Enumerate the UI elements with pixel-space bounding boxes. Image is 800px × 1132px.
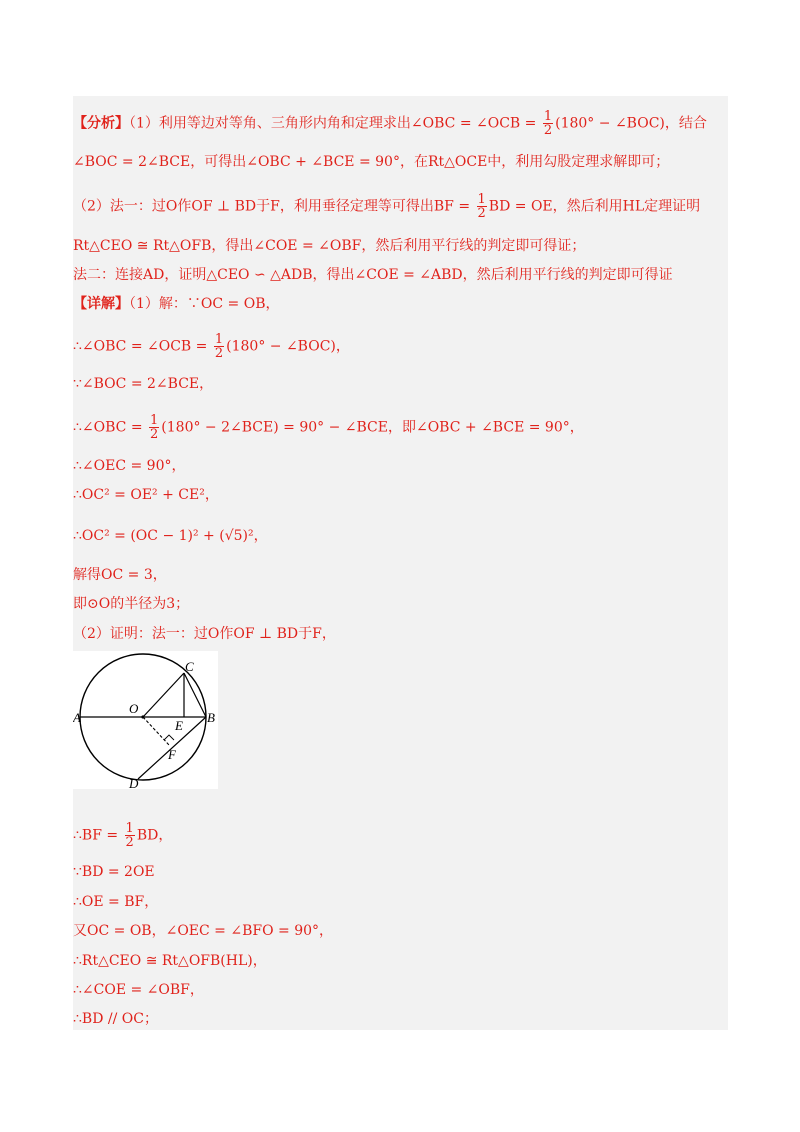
- analysis-line-3: （2）法一：过O作OF ⊥ BD于F，利用垂径定理等可得出BF = $\frac{1}{2}$ BD = OE，然后利用HL定理证明: [73, 192, 701, 221]
- label-o: O: [129, 701, 139, 716]
- fraction-half: $\frac{1}{2}$: [150, 413, 159, 442]
- detail-line-1: 【详解】（1）解：∵OC = OB，: [73, 296, 280, 312]
- label-d: D: [129, 776, 139, 789]
- analysis-text-1-tail: (180° − ∠BOC)，结合: [555, 115, 707, 132]
- detail-line-2: ∴∠OBC = ∠OCB = $\frac{1}{2}$ (180° − ∠BOC)，: [73, 332, 350, 361]
- detail-line-17: ∴BD // OC；: [73, 1011, 158, 1027]
- segment-oc: [143, 673, 184, 717]
- label-e: E: [175, 718, 183, 733]
- analysis-line-4: Rt△CEO ≅ Rt△OFB，得出∠COE = ∠OBF，然后利用平行线的判定即可得证；: [73, 238, 586, 254]
- detail-line-11: ∴BF = $\frac{1}{2}$ BD，: [73, 821, 173, 850]
- fraction-half: $\frac{1}{2}$: [214, 332, 224, 361]
- label-f: F: [168, 747, 176, 762]
- analysis-text-1: （1）利用等边对等角、三角形内角和定理求出∠OBC = ∠OCB =: [129, 115, 541, 132]
- label-c: C: [185, 659, 194, 674]
- geometry-figure: [73, 651, 218, 789]
- label-a: A: [73, 710, 81, 725]
- detail-line-16: ∴∠COE = ∠OBF，: [73, 982, 204, 998]
- right-angle-mark: [164, 735, 174, 740]
- detail-line-7: ∴OC² = (OC − 1)² + (√5)²，: [73, 528, 268, 544]
- label-b: B: [207, 710, 215, 725]
- detail-line-9: 即⊙O的半径为3；: [73, 596, 190, 612]
- detail-line-14: 又OC = OB，∠OEC = ∠BFO = 90°，: [73, 923, 334, 939]
- fraction-half: $\frac{1}{2}$: [477, 192, 486, 221]
- detail-line-13: ∴OE = BF，: [73, 894, 159, 910]
- detail-line-4: ∴∠OBC = $\frac{1}{2}$ (180° − 2∠BCE) = 90° − ∠BCE，即∠OBC + ∠BCE = 90°，: [73, 413, 584, 442]
- circle-diagram: [73, 651, 218, 789]
- detail-line-12: ∵BD = 2OE: [73, 864, 155, 880]
- detail-line-8: 解得OC = 3，: [73, 567, 167, 583]
- fraction-half: $\frac{1}{2}$: [125, 821, 134, 850]
- detail-line-10: （2）证明：法一：过O作OF ⊥ BD于F，: [73, 626, 336, 642]
- detail-line-6: ∴OC² = OE² + CE²，: [73, 487, 219, 503]
- analysis-tag: 【分析】: [73, 115, 129, 132]
- detail-line-5: ∴∠OEC = 90°，: [73, 458, 186, 474]
- detail-tag: 【详解】: [73, 296, 129, 312]
- analysis-line-1: [73, 110, 707, 137]
- analysis-line-2: ∠BOC = 2∠BCE，可得出∠OBC + ∠BCE = 90°，在Rt△OCE中，利用勾股定理求解即可；: [73, 154, 670, 170]
- center-point: [141, 715, 144, 718]
- fraction-half: $\frac{1}{2}$: [543, 109, 553, 138]
- detail-line-15: ∴Rt△CEO ≅ Rt△OFB(HL)，: [73, 953, 267, 969]
- segment-of-dashed: [143, 717, 169, 745]
- analysis-line-5: 法二：连接AD，证明△CEO ∽ △ADB，得出∠COE = ∠ABD，然后利用平行线的判定即可得证: [73, 267, 673, 283]
- detail-line-3: ∵∠BOC = 2∠BCE，: [73, 376, 214, 392]
